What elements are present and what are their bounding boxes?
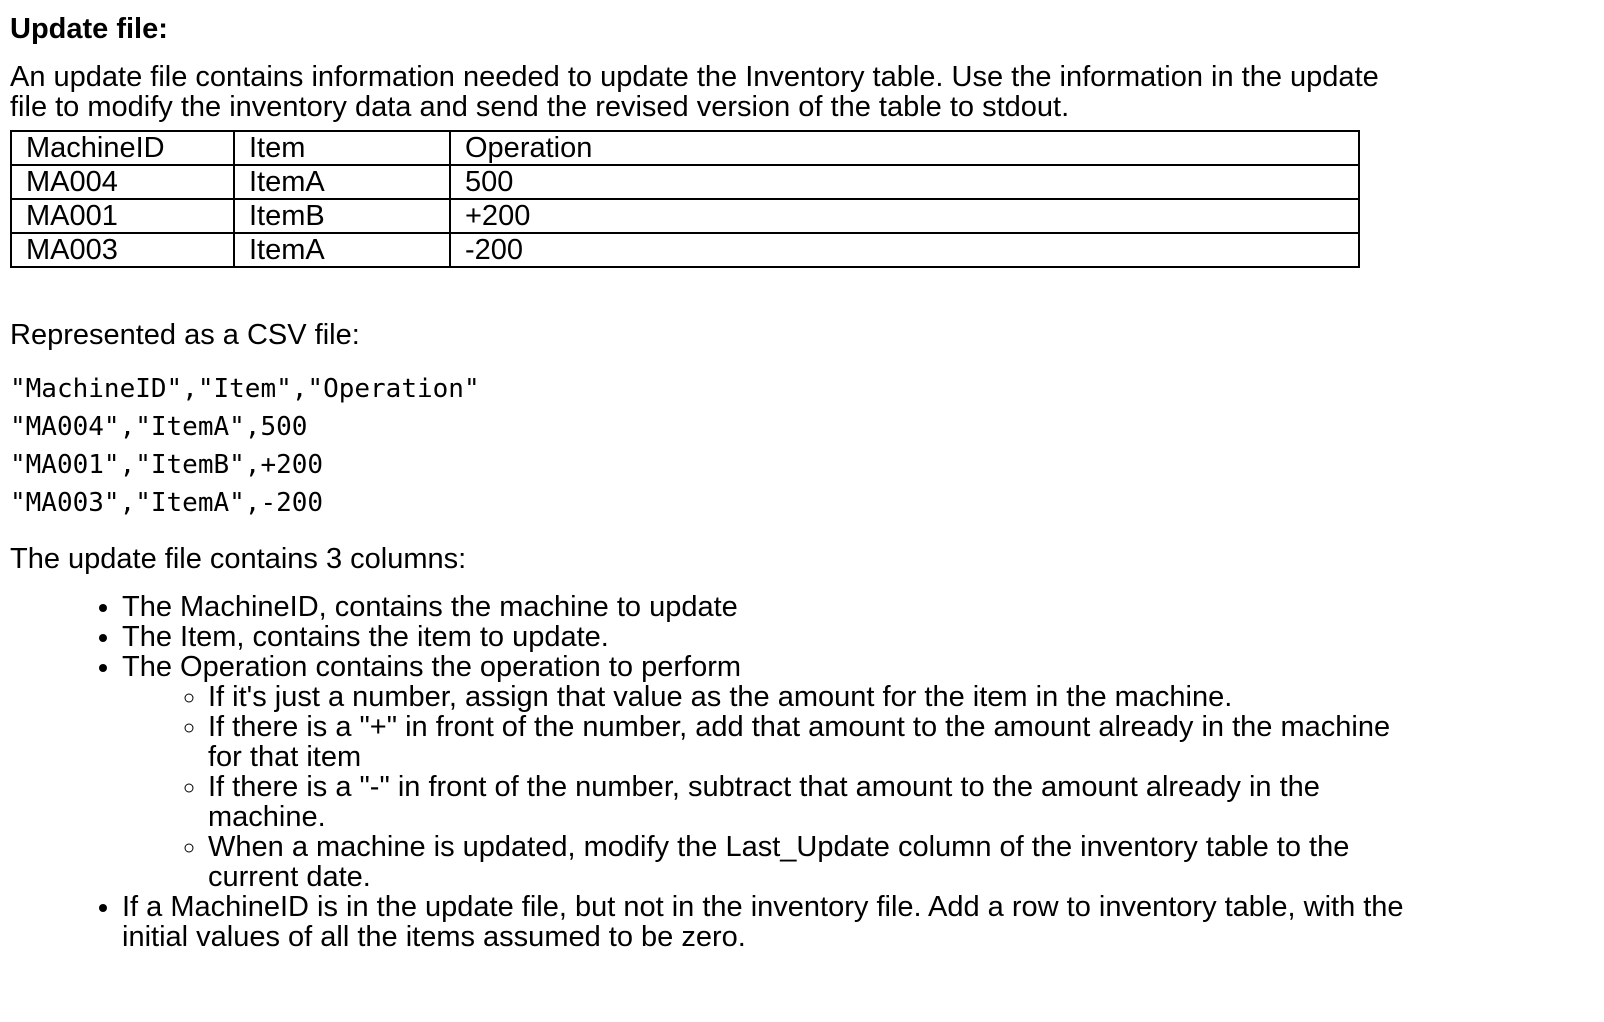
table-row (11, 233, 1359, 267)
list-item-text: The Operation contains the operation to perform (122, 651, 742, 683)
page-title: Update file: (10, 13, 168, 45)
header-operation: Operation (450, 131, 1359, 165)
operation-sublist (122, 682, 1442, 892)
header-item: Item (234, 131, 450, 165)
list-item-item (122, 622, 1442, 652)
table-header-row (11, 131, 1359, 165)
csv-line: "MachineID","Item","Operation" (10, 374, 480, 404)
cell-operation: -200 (450, 233, 1359, 267)
cell-operation: +200 (450, 199, 1359, 233)
header-machineid: MachineID (11, 131, 234, 165)
columns-list (10, 592, 1570, 952)
intro-paragraph: An update file contains information needed to update the Inventory table. Use the information in the update file to modify the inventory data and send the revised version of the table to stdout. (10, 61, 1379, 123)
document-page (10, 10, 1570, 952)
csv-line: "MA001","ItemB",+200 (10, 450, 324, 480)
cell-item: ItemB (234, 199, 450, 233)
update-table (10, 130, 1360, 268)
csv-line: "MA003","ItemA",-200 (10, 488, 324, 518)
cell-machineid: MA003 (11, 233, 234, 267)
sub-list-item: ◦ If it's just a number, assign that value as the amount for the item in the machine. (208, 682, 1428, 712)
sub-list-item: ◦ If there is a "-" in front of the number, subtract that amount to the amount already in the machine. (208, 772, 1428, 832)
list-item-text: The Item, contains the item to update. (122, 621, 609, 653)
columns-intro: The update file contains 3 columns: (10, 543, 467, 575)
list-item-text: If a MachineID is in the update file, but not in the inventory file. Add a row to inventory table, with the initial values of all the items assumed to be zero. (122, 891, 1404, 953)
csv-intro: Represented as a CSV file: (10, 319, 360, 351)
sub-list-item: ◦ When a machine is updated, modify the Last_Update column of the inventory table to the current date. (208, 832, 1428, 892)
csv-line: "MA004","ItemA",500 (10, 412, 308, 442)
cell-machineid: MA004 (11, 165, 234, 199)
list-item-operation (122, 652, 1442, 892)
cell-item: ItemA (234, 165, 450, 199)
cell-machineid: MA001 (11, 199, 234, 233)
list-item-machineid (122, 592, 1442, 622)
table-row (11, 199, 1359, 233)
list-item-missing-machine (122, 892, 1442, 952)
list-item-text: The MachineID, contains the machine to update (122, 591, 738, 623)
sub-list-item: ◦ If there is a "+" in front of the number, add that amount to the amount already in the machine for that item (208, 712, 1428, 772)
cell-item: ItemA (234, 233, 450, 267)
table-row (11, 165, 1359, 199)
csv-code-block (10, 370, 1570, 522)
cell-operation: 500 (450, 165, 1359, 199)
